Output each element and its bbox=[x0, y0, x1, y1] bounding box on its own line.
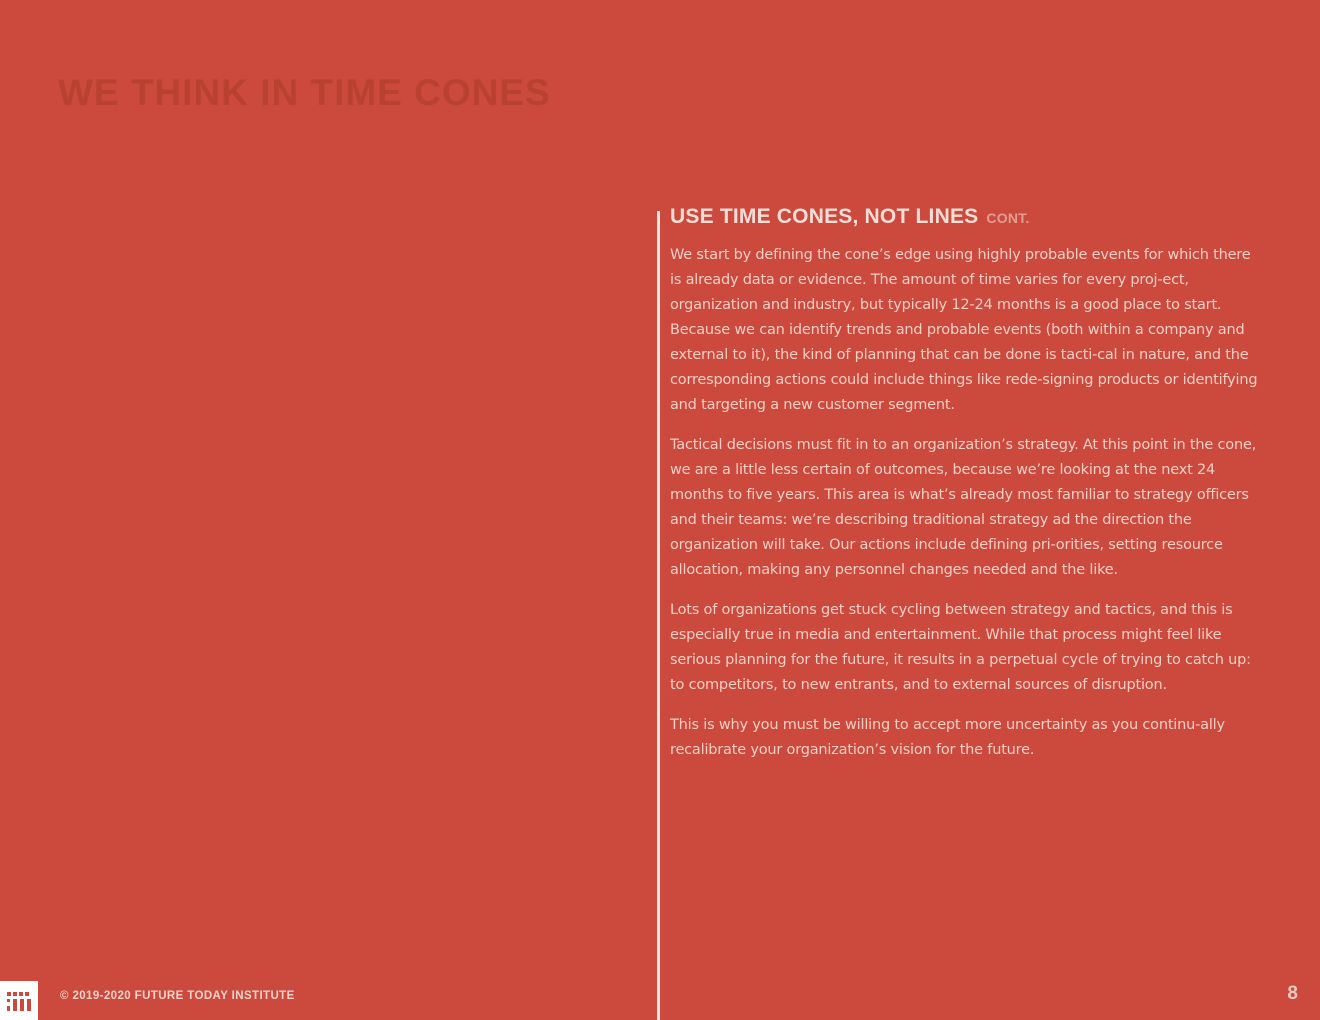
copyright-text: © 2019-2020 FUTURE TODAY INSTITUTE bbox=[60, 990, 295, 1002]
paragraph-1: We start by defining the cone’s edge using highly probable events for which there is already data or evidence. The amount of time varies for every proj-ect, organization and industry, but typically 12-24 months is a good place to start. Because we can identify trends and probable events (both within a company and external to it), the kind of planning that can be done is tacti-cal in nature, and the corresponding actions could include things like rede-signing products or identifying and targeting a new customer segment. bbox=[670, 247, 1258, 413]
page-heading: WE THINK IN TIME CONES bbox=[58, 72, 551, 113]
section-title bbox=[670, 205, 1265, 229]
main-content bbox=[670, 205, 1265, 778]
section-title-text: USE TIME CONES, NOT LINES bbox=[670, 205, 979, 228]
paragraph-2: Tactical decisions must fit in to an organization’s strategy. At this point in the cone, we are a little less certain of outcomes, because we’re looking at the next 24 months to five years. This area is what’s already most familiar to strategy officers and their teams: we’re describing traditional strategy ad the direction the organization will take. Our actions include defining pri-orities, setting resource allocation, making any personnel changes needed and the like. bbox=[670, 437, 1257, 578]
paragraph-4: This is why you must be willing to accept more uncertainty as you continu-ally recalibrate your organization’s vision for the future. bbox=[670, 717, 1225, 758]
fti-logo-icon bbox=[0, 981, 38, 1020]
paragraph-3: Lots of organizations get stuck cycling between strategy and tactics, and this is especially true in media and entertainment. While that process might feel like serious planning for the future, it results in a perpetual cycle of trying to catch up: to competitors, to new entrants, and to external sources of disruption. bbox=[670, 602, 1251, 693]
section-title-suffix: CONT. bbox=[986, 210, 1030, 226]
page-number: 8 bbox=[1287, 983, 1298, 1004]
column-divider bbox=[657, 211, 660, 1020]
